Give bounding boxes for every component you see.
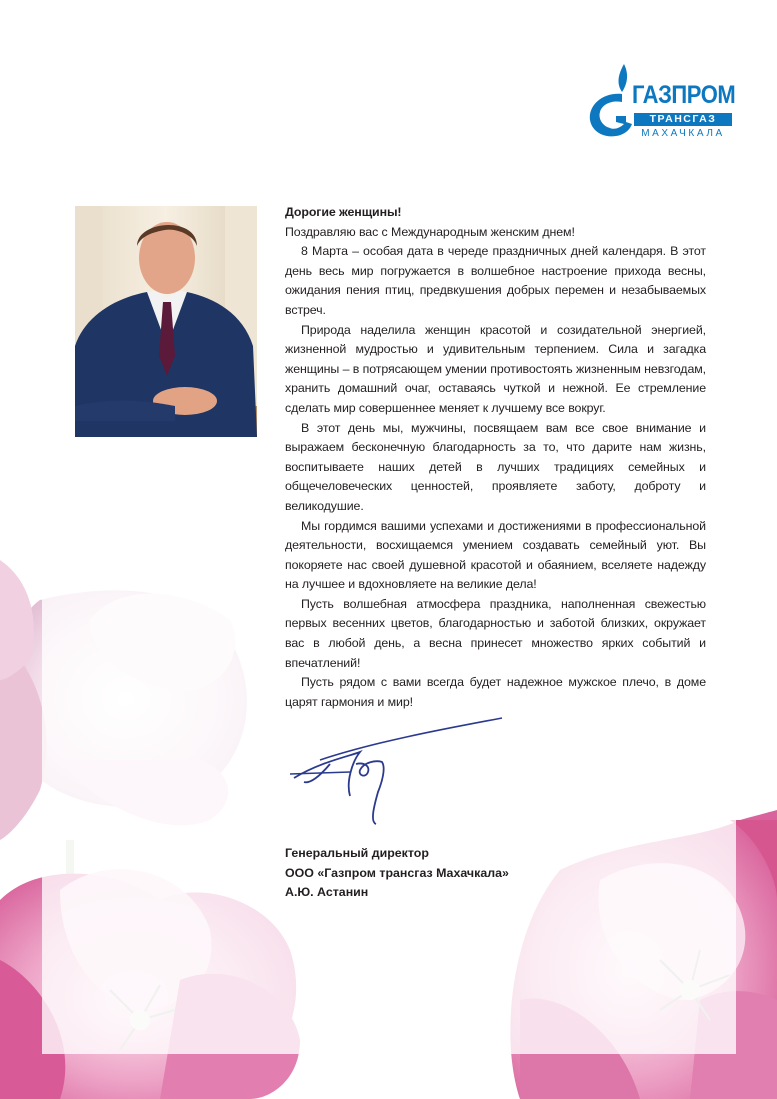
logo-brand: ГАЗПРОМ [632,81,736,109]
signoff-position: Генеральный директор [285,846,429,860]
letter-paragraph: Поздравляю вас с Международным женским днем! [285,224,575,239]
logo-city: МАХАЧКАЛА [641,128,725,139]
handwritten-signature [290,712,510,832]
letter-paragraph: 8 Марта – особая дата в череде праздничных дней календаря. В этот день весь мир погружается в волшебное настроение прихода весны, ожидания пения птиц, предвкушения добрых перемен и незабываемых встреч. [285,244,706,317]
letter-body [285,203,706,712]
letter-paragraph: Пусть волшебная атмосфера праздника, наполненная свежестью первых весенних цветов, благодарностью и заботой близких, окружает вас в любой день, а весна принесет множество ярких событий и впечатлений! [285,596,706,670]
signoff-block [285,844,585,903]
letter-paragraph: Природа наделила женщин красотой и созидательной энергией, жизненной мудростью и удивительным терпением. Сила и загадка женщины – в потрясающем умении противостоять жизненным невзгодам, хранить домашний очаг, оставаясь чуткой и нежной. Ее стремление сделать мир совершеннее меняет к лучшему все вокруг. [285,322,706,415]
letter-paragraph: Мы гордимся вашими успехами и достижениями в профессиональной деятельности, восхищаемся умением создавать семейный уют. Вы покоряете нас своей душевной красотой и обаянием, вселяете надежду на лучшее и вдохновляете на великие дела! [285,518,706,592]
signoff-company: ООО «Газпром трансгаз Махачкала» [285,865,509,880]
director-portrait-photo [75,206,257,437]
letter-greeting: Дорогие женщины! [285,205,402,219]
gazprom-flame-icon [586,62,638,140]
gazprom-transgaz-logo [586,62,736,142]
signoff-name: А.Ю. Астанин [285,885,369,900]
letter-paragraph: Пусть рядом с вами всегда будет надежное мужское плечо, в доме царят гармония и мир! [285,675,706,709]
logo-subbrand: ТРАНСГАЗ [634,113,732,126]
letter-paragraph: В этот день мы, мужчины, посвящаем вам все свое внимание и выражаем бесконечную благодарность за то, что дарите нам жизнь, воспитываете наших детей в лучших традициях семейных и общечеловеческих ценностей, проявляете заботу, доброту и великодушие. [285,420,706,513]
